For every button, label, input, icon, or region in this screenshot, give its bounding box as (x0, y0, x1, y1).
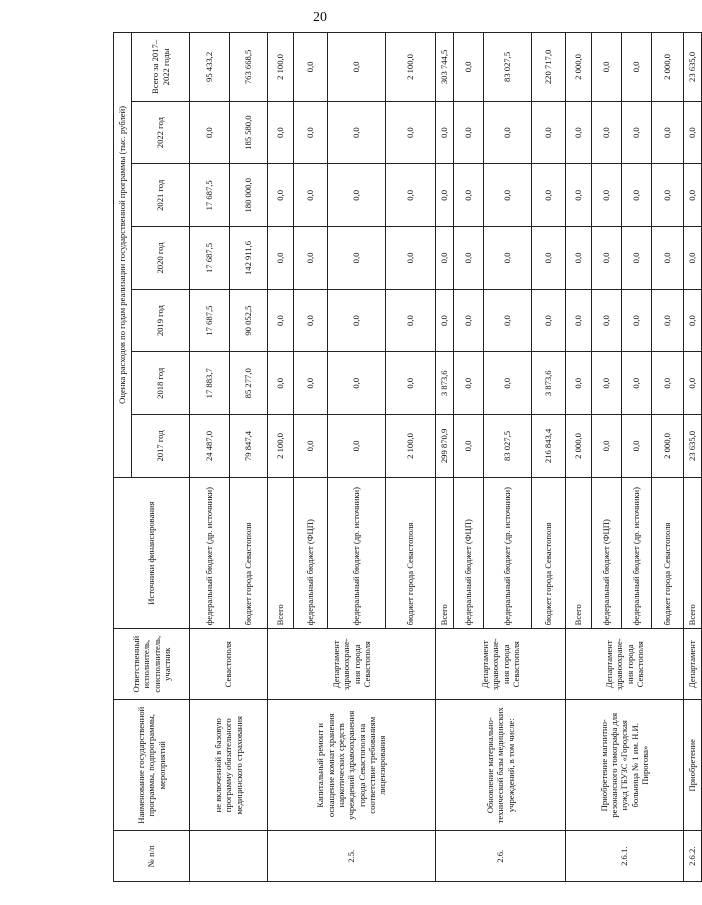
value-cell: 2 000,0 (566, 33, 592, 102)
header-year-2017: 2017 год (132, 415, 190, 478)
value-cell: 0,0 (484, 227, 532, 290)
value-cell: 0,0 (328, 352, 386, 415)
value-cell: 0,0 (328, 415, 386, 478)
value-cell: 0,0 (622, 164, 652, 227)
value-cell: 0,0 (684, 352, 702, 415)
value-cell: 0,0 (268, 227, 294, 290)
value-cell: 299 870,9 (436, 415, 454, 478)
value-cell: 2 100,0 (268, 415, 294, 478)
value-cell: 0,0 (622, 352, 652, 415)
value-cell: 85 277,0 (230, 352, 268, 415)
row-number: 2.5. (268, 831, 436, 882)
value-cell: 0,0 (484, 289, 532, 352)
value-cell: 0,0 (436, 289, 454, 352)
value-cell: 0,0 (268, 289, 294, 352)
value-cell: 0,0 (566, 352, 592, 415)
value-cell: 0,0 (622, 227, 652, 290)
value-cell: 0,0 (592, 227, 622, 290)
value-cell: 2 000,0 (652, 33, 684, 102)
header-year-2021: 2021 год (132, 164, 190, 227)
row-name: Приобретение (684, 700, 702, 831)
row-source: Всего (436, 477, 454, 629)
header-total: Всего за 2017–2022 годы (132, 33, 190, 102)
value-cell: 0,0 (652, 289, 684, 352)
value-cell: 79 847,4 (230, 415, 268, 478)
row-source: Всего (684, 477, 702, 629)
value-cell: 0,0 (294, 164, 328, 227)
value-cell: 3 873,6 (436, 352, 454, 415)
row-executor: Департамент здравоохране-ния города Севастополя (268, 629, 436, 700)
table-row (190, 33, 230, 882)
value-cell: 17 687,5 (190, 289, 230, 352)
value-cell: 0,0 (294, 33, 328, 102)
row-source: федеральный бюджет (др. источники) (622, 477, 652, 629)
value-cell: 0,0 (622, 289, 652, 352)
value-cell: 83 027,5 (484, 33, 532, 102)
value-cell: 0,0 (484, 352, 532, 415)
value-cell: 0,0 (532, 164, 566, 227)
value-cell: 0,0 (622, 101, 652, 164)
value-cell: 0,0 (454, 164, 484, 227)
row-name: не включенной в базовую программу обязательного медицинского страхования (190, 700, 268, 831)
value-cell: 0,0 (652, 164, 684, 227)
value-cell: 23 635,0 (684, 415, 702, 478)
value-cell: 0,0 (328, 289, 386, 352)
value-cell: 0,0 (684, 101, 702, 164)
rotated-table-container (113, 32, 698, 882)
row-number: 2.6. (436, 831, 566, 882)
value-cell: 220 717,0 (532, 33, 566, 102)
table-row (566, 33, 592, 882)
value-cell: 0,0 (484, 101, 532, 164)
value-cell: 0,0 (652, 227, 684, 290)
row-executor: Севастополя (190, 629, 268, 700)
row-number (190, 831, 268, 882)
value-cell: 303 744,5 (436, 33, 454, 102)
value-cell: 216 843,4 (532, 415, 566, 478)
row-number: 2.6.2. (684, 831, 702, 882)
value-cell: 0,0 (592, 352, 622, 415)
value-cell: 0,0 (328, 164, 386, 227)
value-cell: 0,0 (622, 33, 652, 102)
table-row (436, 33, 454, 882)
value-cell: 0,0 (592, 101, 622, 164)
value-cell: 763 668,5 (230, 33, 268, 102)
value-cell: 0,0 (386, 101, 436, 164)
row-source: бюджет города Севастополя (652, 477, 684, 629)
header-exec: Ответственный исполнитель, соисполнитель, участник (114, 629, 190, 700)
row-source: федеральный бюджет (ФЦП) (294, 477, 328, 629)
header-year-2020: 2020 год (132, 227, 190, 290)
value-cell: 0,0 (592, 289, 622, 352)
row-source: Всего (566, 477, 592, 629)
value-cell: 0,0 (592, 164, 622, 227)
value-cell: 0,0 (454, 33, 484, 102)
row-source: федеральный бюджет (ФЦП) (592, 477, 622, 629)
value-cell: 3 873,6 (532, 352, 566, 415)
value-cell: 0,0 (652, 101, 684, 164)
row-number: 2.6.1. (566, 831, 684, 882)
value-cell: 0,0 (566, 164, 592, 227)
value-cell: 0,0 (268, 352, 294, 415)
value-cell: 0,0 (294, 352, 328, 415)
value-cell: 83 027,5 (484, 415, 532, 478)
header-row-1 (114, 33, 132, 882)
value-cell: 0,0 (386, 289, 436, 352)
value-cell: 0,0 (294, 101, 328, 164)
value-cell: 180 000,0 (230, 164, 268, 227)
value-cell: 2 100,0 (386, 415, 436, 478)
table-row (684, 33, 702, 882)
value-cell: 0,0 (684, 289, 702, 352)
value-cell: 17 687,5 (190, 164, 230, 227)
value-cell: 95 433,2 (190, 33, 230, 102)
row-name: Приобретение магнитно-резонансного томографа для нужд ГБУЗС «Городская больница № 1 им. Н.И. Пирогова» (566, 700, 684, 831)
row-source: Всего (268, 477, 294, 629)
value-cell: 0,0 (652, 352, 684, 415)
value-cell: 0,0 (454, 227, 484, 290)
value-cell: 0,0 (386, 227, 436, 290)
value-cell: 2 000,0 (566, 415, 592, 478)
value-cell: 0,0 (386, 164, 436, 227)
budget-table (113, 32, 702, 882)
table-row (268, 33, 294, 882)
value-cell: 0,0 (484, 164, 532, 227)
value-cell: 2 100,0 (268, 33, 294, 102)
value-cell: 2 100,0 (386, 33, 436, 102)
value-cell: 0,0 (454, 289, 484, 352)
value-cell: 0,0 (328, 227, 386, 290)
row-source: федеральный бюджет (др. источники) (328, 477, 386, 629)
row-source: федеральный бюджет (ФЦП) (454, 477, 484, 629)
row-executor: Департамент здравоохране-ния города Севастополя (566, 629, 684, 700)
value-cell: 0,0 (454, 415, 484, 478)
value-cell: 2 000,0 (652, 415, 684, 478)
value-cell: 0,0 (436, 227, 454, 290)
value-cell: 0,0 (454, 101, 484, 164)
value-cell: 142 911,6 (230, 227, 268, 290)
row-name: Капитальный ремонт и оснащение комнат хранения наркотических средств учреждений здравоохранения города Севастополя на соответствие требованиям лицензирования (268, 700, 436, 831)
value-cell: 0,0 (684, 164, 702, 227)
row-source: бюджет города Севастополя (230, 477, 268, 629)
value-cell: 24 487,0 (190, 415, 230, 478)
value-cell: 0,0 (436, 101, 454, 164)
header-name: Наименование государственной программы, подпрограммы, мероприятий (114, 700, 190, 831)
value-cell: 0,0 (566, 101, 592, 164)
value-cell: 17 687,5 (190, 227, 230, 290)
header-year-2022: 2022 год (132, 101, 190, 164)
value-cell: 185 580,0 (230, 101, 268, 164)
row-source: бюджет города Севастополя (532, 477, 566, 629)
header-estimate: Оценка расходов по годам реализации государственной программы (тыс. рублей) (114, 33, 132, 478)
value-cell: 0,0 (454, 352, 484, 415)
value-cell: 0,0 (566, 289, 592, 352)
value-cell: 0,0 (622, 415, 652, 478)
value-cell: 0,0 (294, 415, 328, 478)
rotated-table-area (113, 32, 698, 882)
value-cell: 17 883,7 (190, 352, 230, 415)
header-source: Источники финансирования (114, 477, 190, 629)
value-cell: 0,0 (566, 227, 592, 290)
value-cell: 0,0 (532, 227, 566, 290)
value-cell: 23 635,0 (684, 33, 702, 102)
value-cell: 0,0 (328, 101, 386, 164)
header-num: № п/п (114, 831, 190, 882)
row-source: федеральный бюджет (др. источники) (190, 477, 230, 629)
value-cell: 0,0 (294, 227, 328, 290)
value-cell: 90 052,5 (230, 289, 268, 352)
row-source: федеральный бюджет (др. источники) (484, 477, 532, 629)
row-executor: Департамент здравоохране-ния города Севастополя (436, 629, 566, 700)
value-cell: 0,0 (684, 227, 702, 290)
header-year-2018: 2018 год (132, 352, 190, 415)
value-cell: 0,0 (328, 33, 386, 102)
value-cell: 0,0 (532, 101, 566, 164)
value-cell: 0,0 (386, 352, 436, 415)
value-cell: 0,0 (268, 101, 294, 164)
value-cell: 0,0 (592, 33, 622, 102)
value-cell: 0,0 (532, 289, 566, 352)
value-cell: 0,0 (436, 164, 454, 227)
value-cell: 0,0 (294, 289, 328, 352)
value-cell: 0,0 (190, 101, 230, 164)
row-source: бюджет города Севастополя (386, 477, 436, 629)
row-name: Обновление материально-технической базы медицинских учреждений, в том числе: (436, 700, 566, 831)
header-year-2019: 2019 год (132, 289, 190, 352)
value-cell: 0,0 (268, 164, 294, 227)
value-cell: 0,0 (592, 415, 622, 478)
page-number: 20 (313, 10, 327, 25)
row-executor: Департамент (684, 629, 702, 700)
